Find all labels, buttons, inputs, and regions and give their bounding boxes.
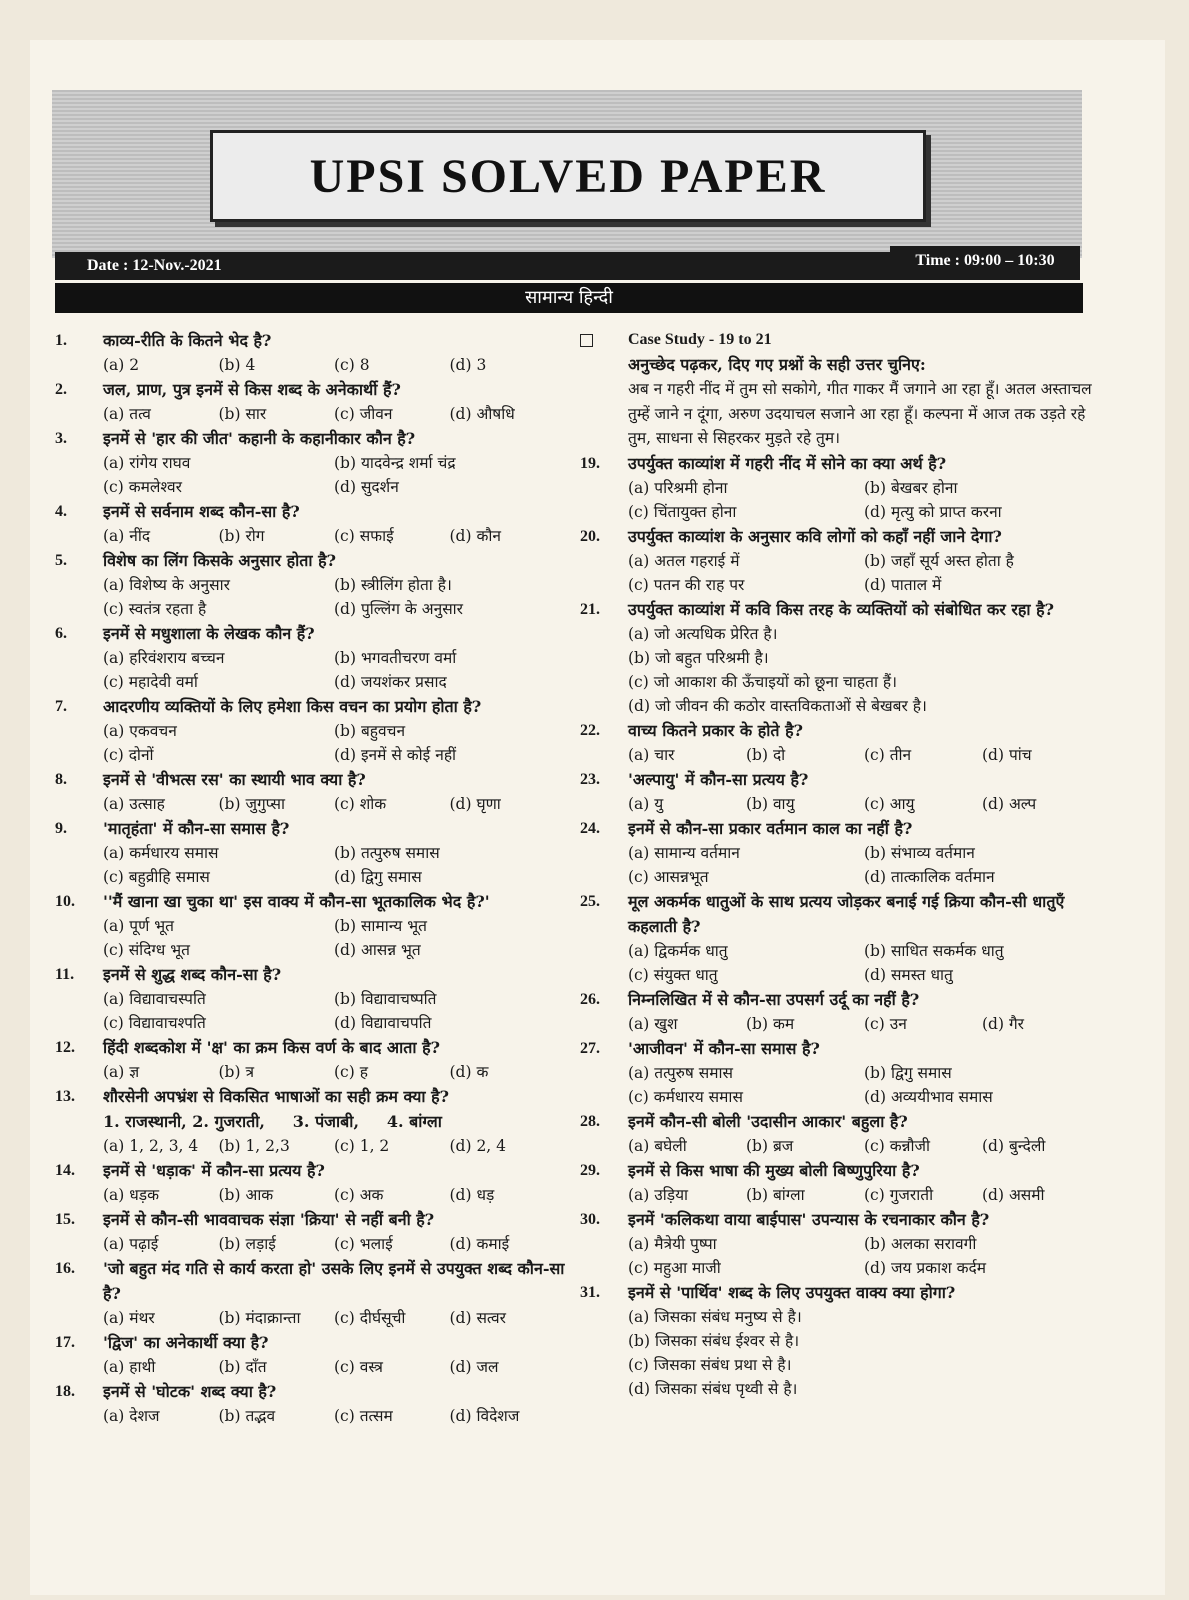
option: (d) 3 xyxy=(449,356,487,374)
options xyxy=(628,841,1100,889)
option: (d) जय प्रकाश कर्दम xyxy=(864,1258,986,1277)
options xyxy=(628,549,1100,597)
options xyxy=(103,646,565,694)
question-number: 8. xyxy=(55,771,67,788)
option: (a) मैत्रेयी पुष्पा xyxy=(628,1234,717,1253)
option: (b) बांग्ला xyxy=(746,1185,805,1204)
option: (c) जिसका संबंध प्रथा से है। xyxy=(628,1355,792,1374)
question-number: 19. xyxy=(580,454,600,472)
question-28 xyxy=(580,1109,1100,1158)
options xyxy=(103,1060,565,1084)
option: (d) 2, 4 xyxy=(449,1137,507,1155)
question-text: 'आजीवन' में कौन-सा समास है? xyxy=(628,1038,820,1058)
question-15 xyxy=(55,1207,565,1256)
option: (c) संयुक्त धातु xyxy=(628,965,718,984)
option: (c) उन xyxy=(864,1014,907,1033)
option: (a) उड़िया xyxy=(628,1185,689,1204)
question-25 xyxy=(580,889,1100,987)
option: (d) मृत्यु को प्राप्त करना xyxy=(864,502,1002,521)
option: (a) तत्पुरुष समास xyxy=(628,1063,734,1082)
option: (c) स्वतंत्र रहता है xyxy=(103,600,207,618)
option: (b) 4 xyxy=(218,356,256,374)
option: (a) बघेली xyxy=(628,1136,687,1155)
question-text: इनमें से किस भाषा की मुख्य बोली बिष्णुपुरिया है? xyxy=(628,1160,920,1180)
options xyxy=(103,792,565,816)
date-bar-fill xyxy=(285,252,925,280)
right-column xyxy=(580,328,1100,1401)
option: (a) धड़क xyxy=(103,1186,159,1204)
option: (b) वायु xyxy=(746,794,795,813)
option: (b) स्त्रीलिंग होता है। xyxy=(334,576,452,594)
options xyxy=(628,1232,1100,1280)
option: (d) सुदर्शन xyxy=(334,478,399,496)
option: (a) कर्मधारय समास xyxy=(103,844,219,862)
question-number: 30. xyxy=(580,1210,600,1228)
options xyxy=(628,476,1100,524)
checkbox-bullet-icon xyxy=(580,334,593,347)
question-number: 20. xyxy=(580,527,600,545)
option: (c) पतन की राह पर xyxy=(628,575,745,594)
question-10 xyxy=(55,889,565,962)
options xyxy=(103,524,565,548)
question-16 xyxy=(55,1256,565,1330)
option: (c) कन्नौजी xyxy=(864,1136,930,1155)
options xyxy=(628,1183,1100,1207)
question-19 xyxy=(580,451,1100,524)
option: (b) भगवतीचरण वर्मा xyxy=(334,649,457,667)
option: (a) रांगेय राघव xyxy=(103,454,191,472)
option: (b) सामान्य भूत xyxy=(334,917,427,935)
option: (a) अतल गहराई में xyxy=(628,551,740,570)
question-number: 14. xyxy=(55,1162,75,1179)
option: (d) बुन्देली xyxy=(982,1136,1046,1155)
option: (d) जो जीवन की कठोर वास्तविकताओं से बेखबर है। xyxy=(628,696,927,715)
option: (a) 1, 2, 3, 4 xyxy=(103,1137,199,1155)
option: (c) 1, 2 xyxy=(334,1137,390,1155)
question-29 xyxy=(580,1158,1100,1207)
options xyxy=(103,1404,565,1428)
question-text: ''मैं खाना खा चुका था' इस वाक्य में कौन-सा भूतकालिक भेद है?' xyxy=(103,892,490,911)
case-study xyxy=(580,328,1100,451)
page-title: UPSI SOLVED PAPER xyxy=(309,149,827,203)
question-7 xyxy=(55,694,565,767)
option: (d) तात्कालिक वर्तमान xyxy=(864,867,995,886)
option: (b) 1, 2,3 xyxy=(218,1137,290,1155)
options xyxy=(103,719,565,767)
title-box xyxy=(210,130,926,222)
options xyxy=(103,1183,565,1207)
options xyxy=(103,1134,565,1158)
options xyxy=(103,402,565,426)
option: (d) धड़ xyxy=(449,1186,495,1204)
question-number: 23. xyxy=(580,770,600,788)
option: (a) विशेष्य के अनुसार xyxy=(103,576,230,594)
option: (d) क xyxy=(449,1063,489,1081)
question-number: 24. xyxy=(580,819,600,837)
option: (d) पाताल में xyxy=(864,575,942,594)
left-column xyxy=(55,328,565,1428)
question-6 xyxy=(55,621,565,694)
question-text: इनमें से 'धड़ाक' में कौन-सा प्रत्यय है? xyxy=(103,1161,325,1180)
option: (c) कमलेश्वर xyxy=(103,478,182,496)
question-12 xyxy=(55,1035,565,1084)
question-1 xyxy=(55,328,565,377)
option: (c) दोनों xyxy=(103,746,154,764)
options xyxy=(628,1134,1100,1158)
option: (a) हरिवंशराय बच्चन xyxy=(103,649,225,667)
case-study-instruction: अनुच्छेद पढ़कर, दिए गए प्रश्नों के सही उत्तर चुनिए: xyxy=(628,355,926,374)
question-text: काव्य-रीति के कितने भेद है? xyxy=(103,331,272,350)
option: (a) नींद xyxy=(103,527,151,545)
option: (c) आयु xyxy=(864,794,915,813)
question-text: 'मातृहंता' में कौन-सा समास है? xyxy=(103,819,290,838)
option: (b) दो xyxy=(746,745,786,764)
option: (d) औषधि xyxy=(449,405,515,423)
question-text: विशेष का लिंग किसके अनुसार होता है? xyxy=(103,551,336,570)
question-number: 5. xyxy=(55,552,67,569)
option: (d) अल्प xyxy=(982,794,1037,813)
option: (d) विद्यावाचपति xyxy=(334,1014,432,1032)
option: (d) घृणा xyxy=(449,795,501,813)
option: (a) जो अत्यधिक प्रेरित है। xyxy=(628,624,778,643)
option: (b) ब्रज xyxy=(746,1136,794,1155)
option: (d) इनमें से कोई नहीं xyxy=(334,746,457,764)
option: (c) तत्सम xyxy=(334,1407,393,1425)
option: (a) 2 xyxy=(103,356,140,374)
option: (c) महादेवी वर्मा xyxy=(103,673,198,691)
options xyxy=(103,353,565,377)
question-text: इनमें से 'घोटक' शब्द क्या है? xyxy=(103,1382,277,1401)
question-8 xyxy=(55,767,565,816)
option: (a) विद्यावाचस्पति xyxy=(103,990,206,1008)
question-number: 21. xyxy=(580,600,600,618)
question-number: 13. xyxy=(55,1088,75,1105)
question-text: इनमें से सर्वनाम शब्द कौन-सा है? xyxy=(103,502,300,521)
question-number: 15. xyxy=(55,1211,75,1228)
option: (d) पुल्लिंग के अनुसार xyxy=(334,600,464,618)
question-number: 1. xyxy=(55,332,67,349)
option: (d) सत्वर xyxy=(449,1309,506,1327)
right-questions xyxy=(580,451,1100,1401)
option: (a) पढ़ाई xyxy=(103,1235,159,1253)
question-number: 10. xyxy=(55,893,75,910)
option: (c) वस्त्र xyxy=(334,1358,383,1376)
question-5 xyxy=(55,548,565,621)
question-30 xyxy=(580,1207,1100,1280)
option: (a) चार xyxy=(628,745,675,764)
question-number: 2. xyxy=(55,381,67,398)
option: (b) बेखबर होना xyxy=(864,478,958,497)
option: (c) जो आकाश की ऊँचाइयों को छूना चाहता हैं। xyxy=(628,672,898,691)
question-text: 'द्विज' का अनेकार्थी क्या है? xyxy=(103,1333,269,1352)
option: (b) अलका सरावगी xyxy=(864,1234,977,1253)
option: (d) गैर xyxy=(982,1014,1025,1033)
option: (a) सामान्य वर्तमान xyxy=(628,843,740,862)
option: (c) तीन xyxy=(864,745,912,764)
question-20 xyxy=(580,524,1100,597)
option: (b) दाँत xyxy=(218,1358,267,1376)
option: (b) साधित सकर्मक धातु xyxy=(864,941,1004,960)
question-18 xyxy=(55,1379,565,1428)
option: (c) 8 xyxy=(334,356,370,374)
question-text: उपर्युक्त काव्यांश में गहरी नींद में सोने का क्या अर्थ है? xyxy=(628,453,947,473)
option: (c) जीवन xyxy=(334,405,393,423)
question-text: इनमें से मधुशाला के लेखक कौन हैं? xyxy=(103,624,315,643)
question-text: मूल अकर्मक धातुओं के साथ प्रत्यय जोड़कर बनाई गई क्रिया कौन-सी धातुएँ कहलाती है? xyxy=(628,891,1065,936)
question-text: शौरसेनी अपभ्रंश से विकसित भाषाओं का सही क्रम क्या है? xyxy=(103,1087,449,1106)
question-text: जल, प्राण, पुत्र इनमें से किस शब्द के अनेकार्थी हैं? xyxy=(103,380,401,399)
options xyxy=(103,841,565,889)
option: (c) संदिग्ध भूत xyxy=(103,941,190,959)
question-text: इनमें से 'हार की जीत' कहानी के कहानीकार कौन है? xyxy=(103,429,416,448)
exam-date: Date : 12-Nov.-2021 xyxy=(55,252,287,280)
question-text: इनमें से 'वीभत्स रस' का स्थायी भाव क्या है? xyxy=(103,770,366,789)
options xyxy=(628,792,1100,816)
date-time-bar xyxy=(55,246,1080,280)
option: (d) विदेशज xyxy=(449,1407,520,1425)
question-number: 27. xyxy=(580,1039,600,1057)
question-number: 18. xyxy=(55,1383,75,1400)
option: (b) यादवेन्द्र शर्मा चंद्र xyxy=(334,454,456,472)
option: (a) परिश्रमी होना xyxy=(628,478,728,497)
option: (c) महुआ माजी xyxy=(628,1258,721,1277)
question-3 xyxy=(55,426,565,499)
question-9 xyxy=(55,816,565,889)
question-text: 'अल्पायु' में कौन-सा प्रत्यय है? xyxy=(628,769,809,789)
case-study-heading: Case Study - 19 to 21 xyxy=(628,331,772,348)
options xyxy=(628,1305,1100,1401)
option: (a) हाथी xyxy=(103,1358,156,1376)
question-number: 17. xyxy=(55,1334,75,1351)
question-text: निम्नलिखित में से कौन-सा उपसर्ग उर्दू का नहीं है? xyxy=(628,989,920,1009)
option: (a) खुश xyxy=(628,1014,678,1033)
option: (b) त्र xyxy=(218,1063,254,1081)
option: (c) अक xyxy=(334,1186,384,1204)
options xyxy=(628,622,1100,718)
option: (b) तत्पुरुष समास xyxy=(334,844,440,862)
option: (b) सार xyxy=(218,405,267,423)
question-27 xyxy=(580,1036,1100,1109)
question-text: इनमें से कौन-सी भाववाचक संज्ञा 'क्रिया' से नहीं बनी है? xyxy=(103,1210,435,1229)
question-13 xyxy=(55,1084,565,1158)
option: (b) जो बहुत परिश्रमी है। xyxy=(628,648,769,667)
question-extra: 1. राजस्थानी, 2. गुजराती, 3. पंजाबी, 4. बांग्ला xyxy=(103,1112,442,1131)
option: (d) जयशंकर प्रसाद xyxy=(334,673,447,691)
question-22 xyxy=(580,718,1100,767)
options xyxy=(103,1232,565,1256)
option: (a) मंथर xyxy=(103,1309,155,1327)
question-text: इनमें कौन-सी बोली 'उदासीन आकार' बहुला है? xyxy=(628,1111,908,1131)
question-text: वाच्य कितने प्रकार के होते है? xyxy=(628,720,803,740)
option: (a) पूर्ण भूत xyxy=(103,917,174,935)
question-21 xyxy=(580,597,1100,718)
option: (d) कौन xyxy=(449,527,501,545)
question-number: 25. xyxy=(580,892,600,910)
option: (c) शोक xyxy=(334,795,387,813)
question-31 xyxy=(580,1280,1100,1401)
options xyxy=(628,1061,1100,1109)
option: (b) आक xyxy=(218,1186,274,1204)
option: (d) असमी xyxy=(982,1185,1045,1204)
option: (b) विद्यावाचष्पति xyxy=(334,990,437,1008)
options xyxy=(628,743,1100,767)
question-text: इनमें से कौन-सा प्रकार वर्तमान काल का नहीं है? xyxy=(628,818,913,838)
options xyxy=(103,914,565,962)
option: (d) पांच xyxy=(982,745,1032,764)
option: (c) विद्यावाचश्पति xyxy=(103,1014,206,1032)
option: (a) द्विकर्मक धातु xyxy=(628,941,728,960)
option: (a) उत्साह xyxy=(103,795,165,813)
case-study-passage: अब न गहरी नींद में तुम सो सकोगे, गीत गाकर मैं जगाने आ रहा हूँ। अतल अस्ताचल तुम्हें जाने न दूंगा, अरुण उदयाचल सजाने आ रहा हूँ। कल्पना में आज तक उड़ते रहे तुम, साधना से सिहरकर मुड़ते रहे तुम। xyxy=(628,380,1092,447)
option: (d) आसन्न भूत xyxy=(334,941,421,959)
options xyxy=(103,451,565,499)
option: (b) जुगुप्सा xyxy=(218,795,286,813)
option: (c) गुजराती xyxy=(864,1185,934,1204)
question-number: 22. xyxy=(580,721,600,739)
question-text: इनमें से शुद्ध शब्द कौन-सा है? xyxy=(103,965,282,984)
option: (c) ह xyxy=(334,1063,368,1081)
question-number: 4. xyxy=(55,503,67,520)
option: (c) बहुव्रीहि समास xyxy=(103,868,210,886)
question-number: 3. xyxy=(55,430,67,447)
question-text: उपर्युक्त काव्यांश में कवि किस तरह के व्यक्तियों को संबोधित कर रहा है? xyxy=(628,599,1055,619)
option: (c) चिंतायुक्त होना xyxy=(628,502,737,521)
question-text: इनमें से 'पार्थिव' शब्द के लिए उपयुक्त वाक्य क्या होगा? xyxy=(628,1282,956,1302)
question-number: 12. xyxy=(55,1039,75,1056)
question-text: 'जो बहुत मंद गति से कार्य करता हो' उसके लिए इनमें से उपयुक्त शब्द कौन-सा है? xyxy=(103,1259,565,1303)
option: (b) मंदाक्रान्ता xyxy=(218,1309,301,1327)
option: (c) दीर्घसूची xyxy=(334,1309,406,1327)
option: (a) ज्ञ xyxy=(103,1063,140,1081)
question-number: 11. xyxy=(55,966,75,983)
option: (d) अव्ययीभाव समास xyxy=(864,1087,993,1106)
option: (c) भलाई xyxy=(334,1235,393,1253)
option: (b) रोग xyxy=(218,527,265,545)
options xyxy=(103,573,565,621)
question-26 xyxy=(580,987,1100,1036)
option: (c) कर्मधारय समास xyxy=(628,1087,743,1106)
option: (b) जिसका संबंध ईश्वर से है। xyxy=(628,1331,800,1350)
option: (d) जल xyxy=(449,1358,499,1376)
option: (c) सफाई xyxy=(334,527,394,545)
option: (a) एकवचन xyxy=(103,722,177,740)
subject-heading: सामान्य हिन्दी xyxy=(55,283,1083,313)
option: (a) तत्व xyxy=(103,405,151,423)
question-number: 31. xyxy=(580,1283,600,1301)
option: (d) समस्त धातु xyxy=(864,965,953,984)
question-23 xyxy=(580,767,1100,816)
option: (b) लड़ाई xyxy=(218,1235,276,1253)
option: (b) जहाँ सूर्य अस्त होता है xyxy=(864,551,1014,570)
option: (d) कमाई xyxy=(449,1235,510,1253)
option: (d) द्विगु समास xyxy=(334,868,422,886)
question-17 xyxy=(55,1330,565,1379)
question-number: 9. xyxy=(55,820,67,837)
question-24 xyxy=(580,816,1100,889)
options xyxy=(103,1306,565,1330)
exam-time: Time : 09:00 – 10:30 xyxy=(890,246,1080,280)
question-number: 16. xyxy=(55,1260,75,1277)
question-number: 28. xyxy=(580,1112,600,1130)
option: (a) यु xyxy=(628,794,664,813)
option: (b) बहुवचन xyxy=(334,722,406,740)
option: (b) संभाव्य वर्तमान xyxy=(864,843,975,862)
question-number: 26. xyxy=(580,990,600,1008)
question-text: इनमें 'कलिकथा वाया बाईपास' उपन्यास के रचनाकार कौन है? xyxy=(628,1209,990,1229)
question-text: उपर्युक्त काव्यांश के अनुसार कवि लोगों को कहाँ नहीं जाने देगा? xyxy=(628,526,1002,546)
question-text: हिंदी शब्दकोश में 'क्ष' का क्रम किस वर्ण के बाद आता है? xyxy=(103,1038,440,1057)
option: (b) कम xyxy=(746,1014,795,1033)
option: (b) तद्भव xyxy=(218,1407,276,1425)
question-number: 6. xyxy=(55,625,67,642)
question-4 xyxy=(55,499,565,548)
options xyxy=(628,939,1100,987)
question-2 xyxy=(55,377,565,426)
options xyxy=(103,987,565,1035)
option: (a) देशज xyxy=(103,1407,160,1425)
question-14 xyxy=(55,1158,565,1207)
question-11 xyxy=(55,962,565,1035)
option: (a) जिसका संबंध मनुष्य से है। xyxy=(628,1307,802,1326)
options xyxy=(628,1012,1100,1036)
question-text: आदरणीय व्यक्तियों के लिए हमेशा किस वचन का प्रयोग होता है? xyxy=(103,697,482,716)
question-number: 29. xyxy=(580,1161,600,1179)
option: (b) द्विगु समास xyxy=(864,1063,952,1082)
options xyxy=(103,1355,565,1379)
question-number: 7. xyxy=(55,698,67,715)
option: (c) आसन्नभूत xyxy=(628,867,709,886)
option: (d) जिसका संबंध पृथ्वी से है। xyxy=(628,1379,798,1398)
